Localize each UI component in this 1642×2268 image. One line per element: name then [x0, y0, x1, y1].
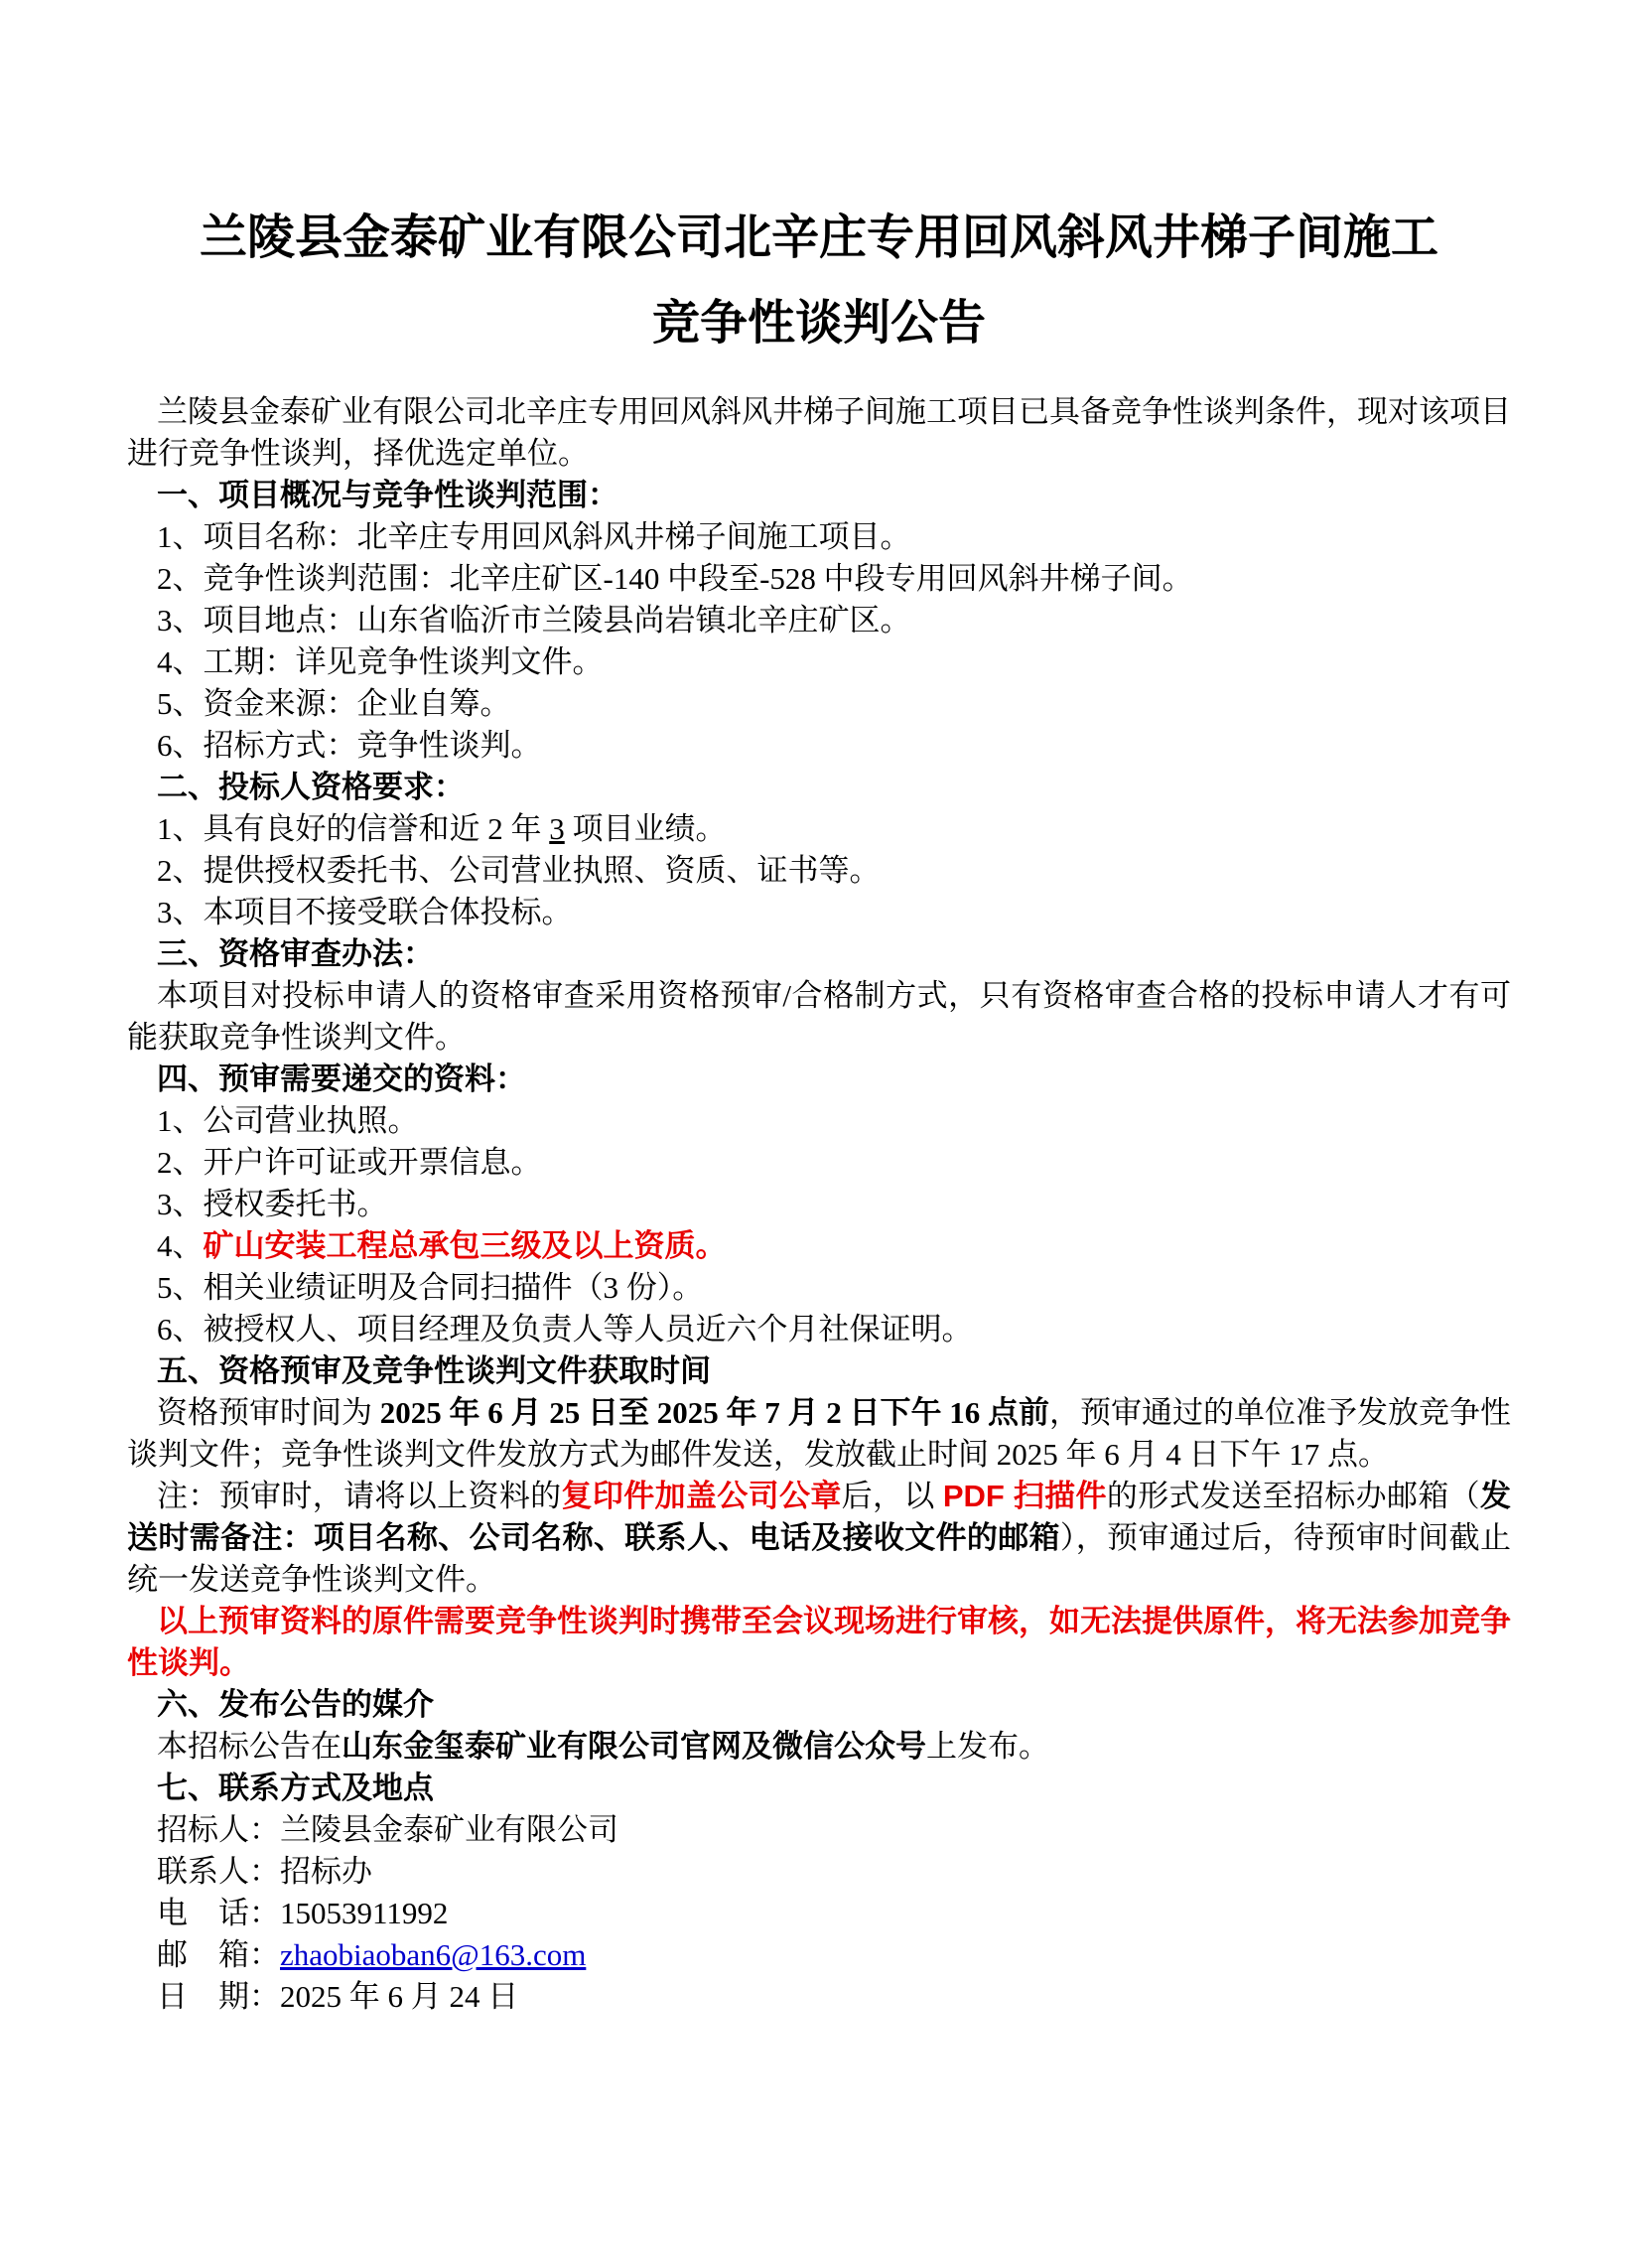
section-6-body [127, 1726, 1511, 1768]
section-2-item-1-pre: 1、具有良好的信誉和近 2 年 [157, 811, 550, 846]
publish-media-post: 上发布。 [926, 1729, 1049, 1764]
original-documents-warning: 以上预审资料的原件需要竞争性谈判时携带至会议现场进行审核，如无法提供原件，将无法参加竞争性谈判。 [127, 1604, 1511, 1680]
section-2-item-2: 2、提供授权委托书、公司营业执照、资质、证书等。 [157, 853, 881, 888]
section-2-item-1 [127, 808, 1511, 850]
section-3-body: 本项目对投标申请人的资格审查采用资格预审/合格制方式，只有资格审查合格的投标申请人才有可能获取竞争性谈判文件。 [127, 978, 1511, 1055]
note-pdf-scan-highlight: PDF 扫描件 [942, 1479, 1107, 1513]
section-1-item-6: 6、招标方式：竞争性谈判。 [157, 728, 542, 763]
section-4-item-2: 2、开户许可证或开票信息。 [157, 1145, 542, 1180]
required-qualification-highlight: 矿山安装工程总承包三级及以上资质。 [203, 1228, 727, 1263]
underlined-achievement-count: 3 [549, 811, 565, 846]
section-3-heading: 三、资格审查办法： [157, 936, 434, 971]
prequalification-deadline-bold: 2025 年 6 月 25 日至 2025 年 7 月 2 日下午 16 点前 [379, 1395, 1049, 1430]
section-4-item-4 [127, 1225, 1511, 1267]
prequalification-time-pre: 资格预审时间为 [157, 1395, 380, 1430]
email-link[interactable]: zhaobiaoban6@163.com [280, 1937, 587, 1972]
date-line: 日 期：2025 年 6 月 24 日 [157, 1979, 519, 2014]
section-1-item-3: 3、项目地点：山东省临沂市兰陵县尚岩镇北辛庄矿区。 [157, 603, 911, 638]
note-text-1: 注：预审时，请将以上资料的 [157, 1479, 562, 1513]
tenderer-line: 招标人：兰陵县金泰矿业有限公司 [157, 1812, 618, 1847]
phone-line: 电 话：15053911992 [157, 1896, 449, 1930]
section-5-heading: 五、资格预审及竞争性谈判文件获取时间 [157, 1353, 711, 1388]
section-1-item-5: 5、资金来源：企业自筹。 [157, 686, 511, 721]
section-2-item-1-post: 项目业绩。 [564, 811, 727, 846]
section-5-note [127, 1476, 1511, 1601]
section-4-item-1: 1、公司营业执照。 [157, 1103, 419, 1138]
section-4-item-6: 6、被授权人、项目经理及负责人等人员近六个月社保证明。 [157, 1312, 973, 1347]
note-text-4: ），预审通过后，待预审时间截止统一发送竞争性谈判文件。 [127, 1520, 1512, 1597]
intro-paragraph: 兰陵县金泰矿业有限公司北辛庄专用回风斜风井梯子间施工项目已具备竞争性谈判条件，现对该项目进行竞争性谈判，择优选定单位。 [127, 394, 1511, 471]
section-1-item-2: 2、竞争性谈判范围：北辛庄矿区-140 中段至-528 中段专用回风斜井梯子间。 [157, 561, 1193, 596]
publish-media-pre: 本招标公告在 [157, 1729, 342, 1764]
section-1-heading: 一、项目概况与竞争性谈判范围： [157, 478, 618, 512]
section-2-item-3: 3、本项目不接受联合体投标。 [157, 895, 573, 929]
email-line [127, 1934, 1511, 1976]
section-7-heading: 七、联系方式及地点 [157, 1771, 434, 1805]
email-label: 邮 箱： [157, 1937, 280, 1972]
note-copy-stamp-highlight: 复印件加盖公司公章 [561, 1479, 842, 1513]
note-remark-requirements-bold: 发送时需备注：项目名称、公司名称、联系人、电话及接收文件的邮箱 [127, 1479, 1512, 1555]
note-text-2: 后，以 [841, 1479, 943, 1513]
section-1-item-1: 1、项目名称：北辛庄专用回风斜风井梯子间施工项目。 [157, 519, 911, 554]
section-2-heading: 二、投标人资格要求： [157, 770, 465, 804]
section-6-heading: 六、发布公告的媒介 [157, 1687, 434, 1722]
section-1-item-4: 4、工期：详见竞争性谈判文件。 [157, 644, 604, 679]
publish-media-bold: 山东金玺泰矿业有限公司官网及微信公众号 [342, 1729, 926, 1764]
section-4-item-5: 5、相关业绩证明及合同扫描件（3 份）。 [157, 1270, 704, 1305]
document-title-line1: 兰陵县金泰矿业有限公司北辛庄专用回风斜风井梯子间施工 [199, 212, 1438, 264]
section-4-heading: 四、预审需要递交的资料： [157, 1062, 526, 1096]
prequalification-time-post: ，预审通过的单位准予发放竞争性谈判文件；竞争性谈判文件发放方式为邮件发送，发放截止时间 2025 年 6 月 4 日下午 17 点。 [127, 1395, 1511, 1472]
note-text-3: 的形式发送至招标办邮箱（ [1106, 1479, 1481, 1513]
section-4-item-4-number: 4、 [157, 1228, 204, 1263]
section-4-item-3: 3、授权委托书。 [157, 1187, 388, 1221]
document-title-line2: 竞争性谈判公告 [651, 297, 986, 350]
section-5-prequalification-time [127, 1392, 1511, 1476]
contact-person-line: 联系人：招标办 [157, 1854, 372, 1889]
